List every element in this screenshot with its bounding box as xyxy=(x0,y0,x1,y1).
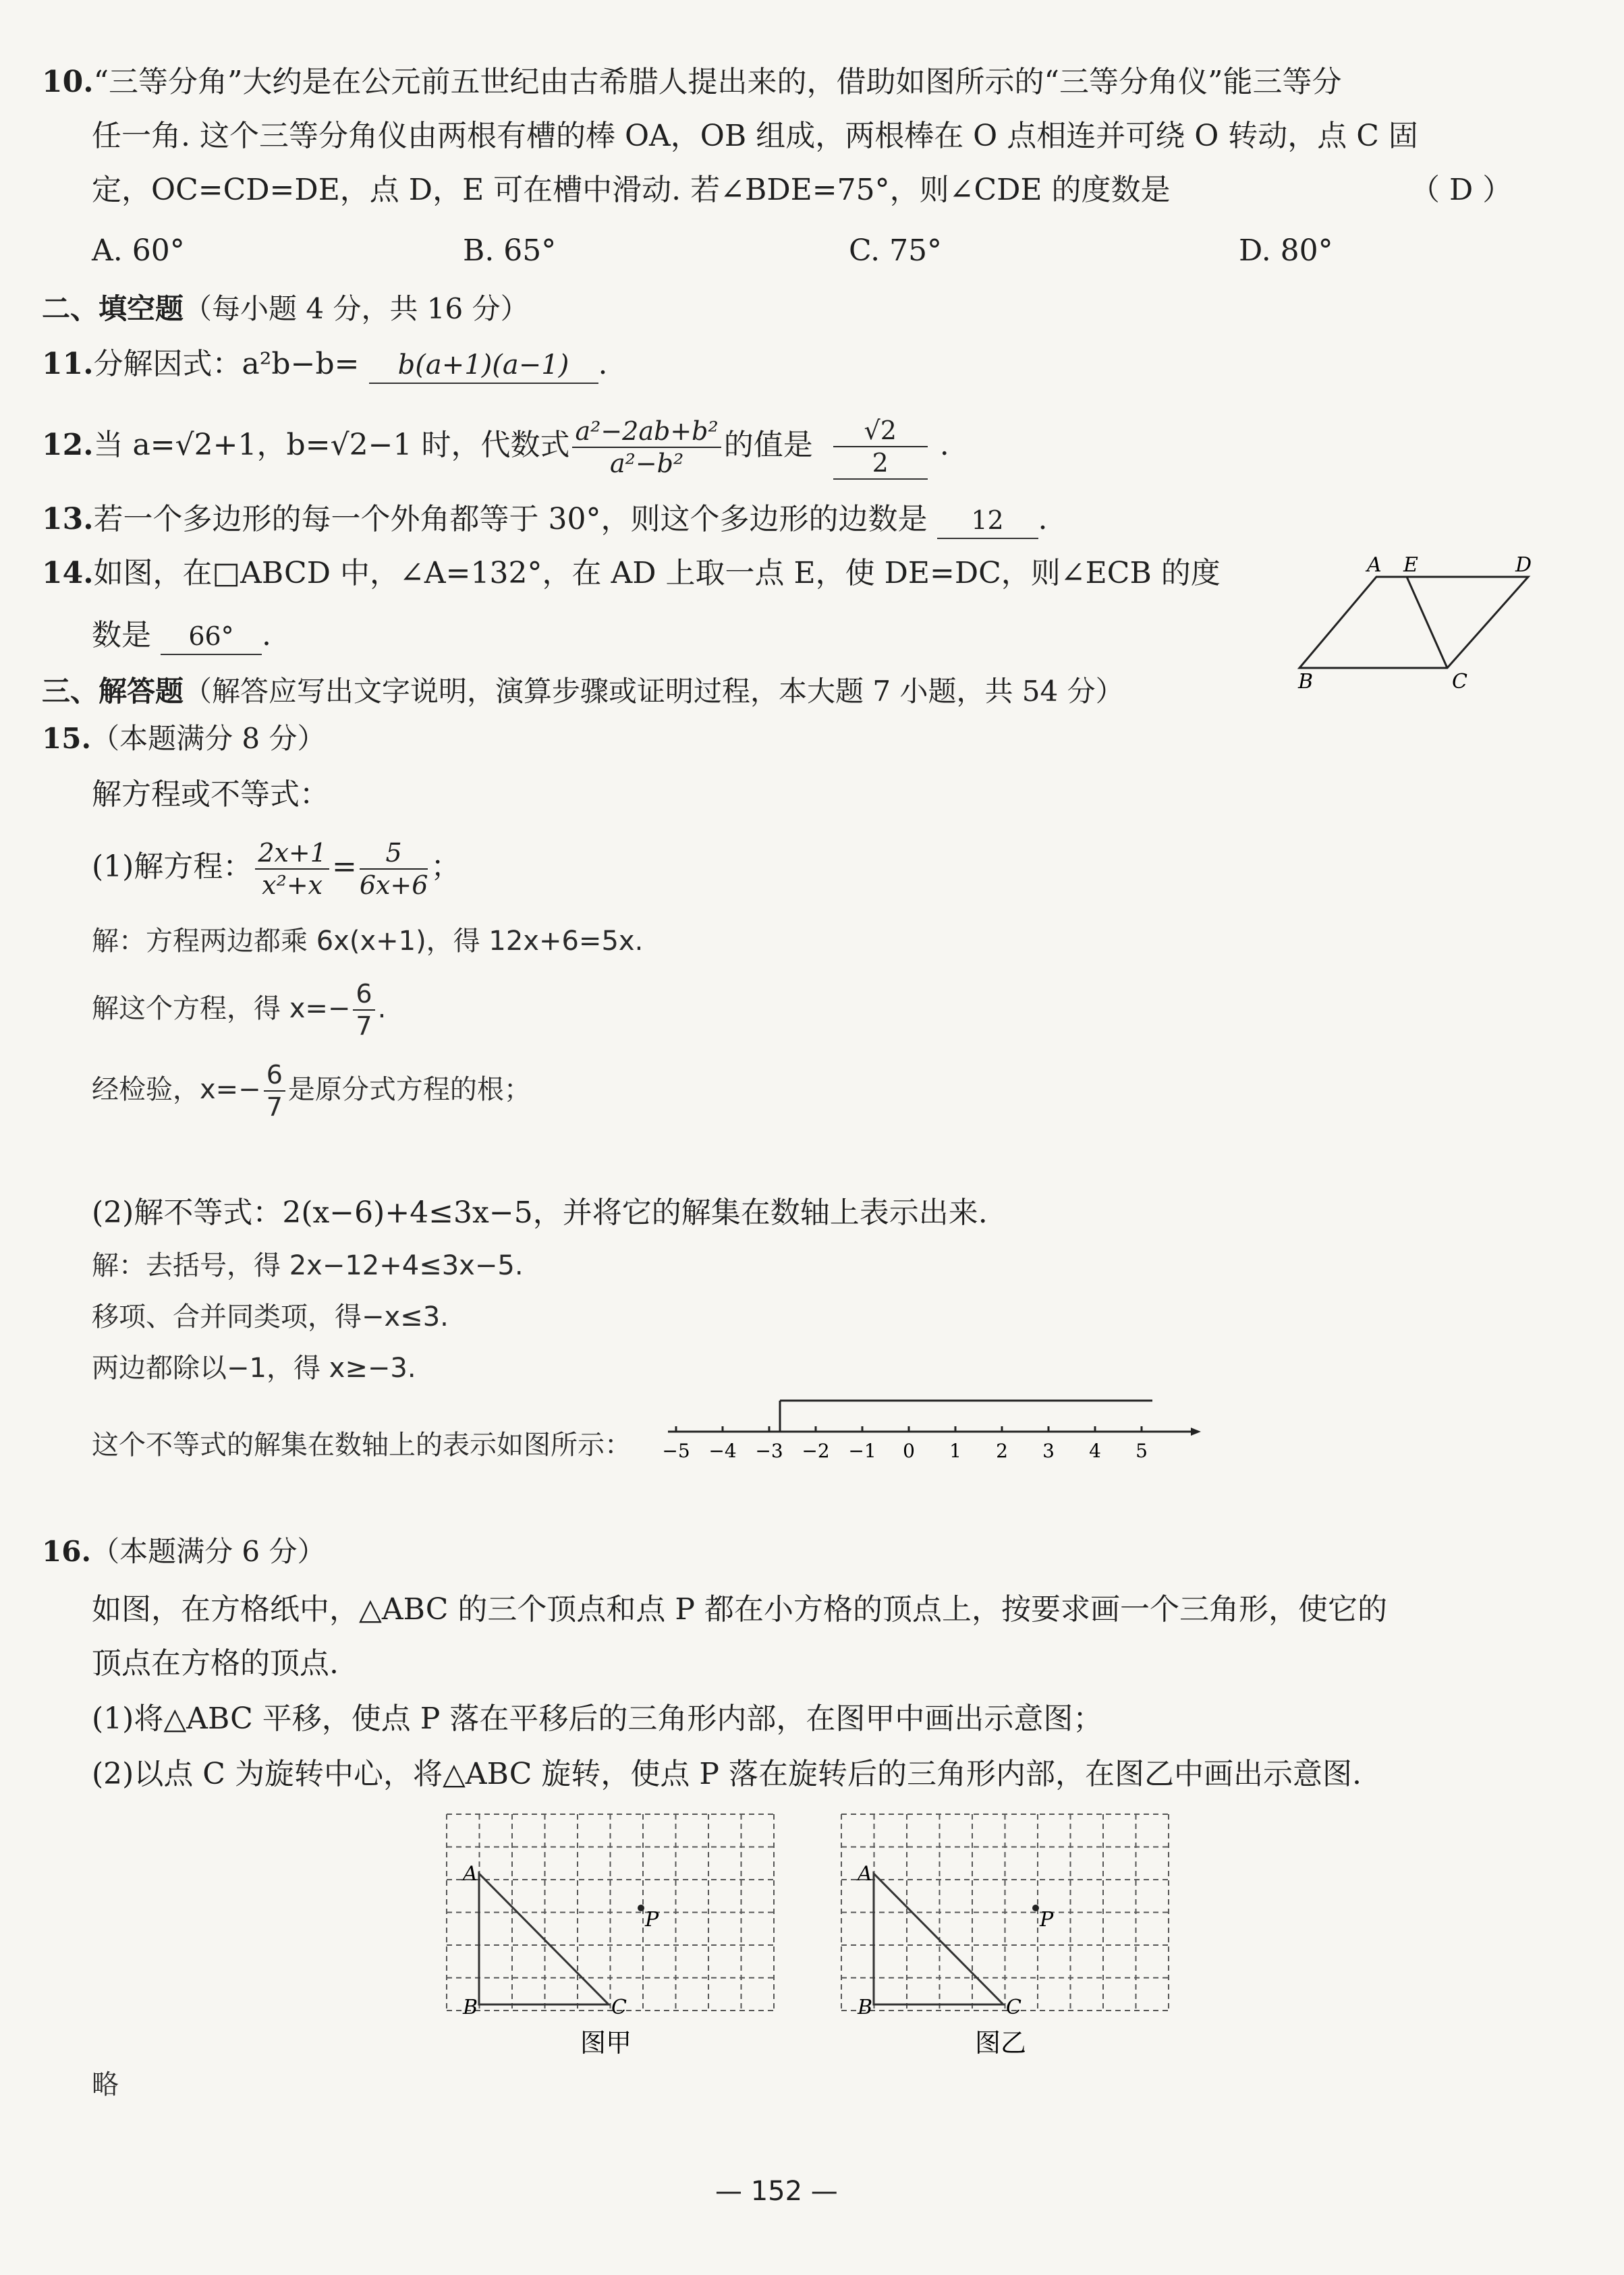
q10-line3: 定，OC=CD=DE，点 D，E 可在槽中滑动. 若∠BDE=75°，则∠CDE 的度数是 xyxy=(92,173,1171,207)
section2-heading xyxy=(42,289,529,329)
q15-solution1-line3 xyxy=(92,1052,531,1127)
q16-header xyxy=(42,1532,326,1572)
grid-paper-jia xyxy=(447,1814,774,2011)
axis-arrow xyxy=(1191,1428,1201,1436)
q10-option-a: A. 60° xyxy=(92,233,185,268)
label-b-yi: B xyxy=(858,1996,873,2019)
q16-answer: 略 xyxy=(92,2069,119,2100)
section3-heading xyxy=(42,671,1124,712)
q11-end: . xyxy=(598,347,608,381)
q15-intro: 解方程或不等式： xyxy=(92,777,329,812)
q15-sol1-3-text: 经检验，x=− xyxy=(92,1074,261,1105)
q12-frac-denominator: a²−b² xyxy=(609,448,684,478)
label-d: D xyxy=(1515,553,1532,577)
q15-p1-end: ； xyxy=(430,849,461,884)
q15-header xyxy=(42,719,326,759)
triangle-abc-yi xyxy=(874,1874,1003,2004)
q15-sol1-3-numerator: 6 xyxy=(264,1059,285,1092)
q12-text-b: 的值是 xyxy=(723,428,813,462)
label-c: C xyxy=(1452,670,1467,694)
caption-yi: 图乙 xyxy=(975,2028,1027,2058)
q15-p1-right-fraction xyxy=(360,837,428,901)
grid-paper-yi xyxy=(841,1814,1169,2011)
point-p-jia xyxy=(638,1905,644,1911)
q16-part2: (2)以点 C 为旋转中心，将△ABC 旋转，使点 P 落在旋转后的三角形内部，在图乙中画出示意图. xyxy=(92,1757,1362,1791)
q11-text: 分解因式：a²b−b= xyxy=(93,347,360,381)
q11 xyxy=(42,344,608,385)
axis-tick-label: −1 xyxy=(848,1440,876,1462)
q14-end: . xyxy=(262,618,271,652)
q13-number: 13. xyxy=(42,502,94,536)
q15-p1-left-fraction xyxy=(255,837,329,901)
q14-parallelogram-figure xyxy=(1295,550,1538,695)
q15-sol1-2-fraction xyxy=(353,978,374,1042)
section3-title: 三、解答题 xyxy=(42,675,184,708)
q15-number-line xyxy=(661,1390,1201,1471)
q15-number: 15. xyxy=(42,722,92,755)
point-p-yi xyxy=(1032,1905,1039,1911)
section2-title: 二、填空题 xyxy=(42,292,184,325)
q14-number: 14. xyxy=(42,556,94,590)
label-e: E xyxy=(1403,553,1418,577)
q10-text1: “三等分角”大约是在公元前五世纪由古希腊人提出来的，借助如图所示的“三等分角仪”能三等分 xyxy=(93,65,1342,99)
axis-tick-label: 0 xyxy=(903,1440,915,1462)
axis-tick-label: 3 xyxy=(1042,1440,1055,1462)
q15-solution2-line2: 移项、合并同类项，得−x≤3. xyxy=(92,1301,449,1332)
q16-part1: (1)将△ABC 平移，使点 P 落在平移后的三角形内部，在图甲中画出示意图； xyxy=(92,1702,1103,1736)
q15-score: （本题满分 8 分） xyxy=(91,722,326,755)
axis-tick-label: −5 xyxy=(662,1440,690,1462)
q15-solution1-line2 xyxy=(92,972,386,1046)
q15-sol1-3-text-b: 是原分式方程的根； xyxy=(287,1074,531,1105)
axis-tick-label: 5 xyxy=(1136,1440,1148,1462)
axis-tick-label: 4 xyxy=(1089,1440,1101,1462)
axis-tick-label: −2 xyxy=(802,1440,830,1462)
axis-tick-label: 2 xyxy=(996,1440,1008,1462)
q10-number: 10. xyxy=(42,65,94,99)
q12-number: 12. xyxy=(42,428,94,462)
q11-number: 11. xyxy=(42,347,94,381)
q14-text2: 数是 xyxy=(92,618,151,652)
q15-sol1-2-denominator: 7 xyxy=(356,1011,372,1041)
q15-p1-left-numerator: 2x+1 xyxy=(255,837,329,870)
q15-solution2-line1: 解：去括号，得 2x−12+4≤3x−5. xyxy=(92,1250,524,1281)
label-a-jia: A xyxy=(463,1862,478,1886)
segment-ec xyxy=(1407,577,1447,668)
page-number: — 152 — xyxy=(715,2176,838,2207)
q15-sol1-2-end: . xyxy=(377,993,387,1024)
section2-note: （每小题 4 分，共 16 分） xyxy=(184,292,529,325)
label-b-jia: B xyxy=(463,1996,478,2019)
q16-number: 16. xyxy=(42,1535,92,1568)
q16-line2: 顶点在方格的顶点. xyxy=(92,1646,339,1681)
q12-answer-numerator: √2 xyxy=(833,415,928,447)
label-p-yi: P xyxy=(1040,1908,1054,1932)
q16-score: （本题满分 6 分） xyxy=(91,1535,326,1568)
q15-sol1-3-denominator: 7 xyxy=(266,1092,283,1122)
q10-option-b: B. 65° xyxy=(463,233,557,268)
q14-answer: 66° xyxy=(161,619,262,655)
q14-line2 xyxy=(92,615,271,656)
label-a-yi: A xyxy=(858,1862,872,1886)
label-a: A xyxy=(1367,553,1382,577)
q12-expression-fraction xyxy=(572,416,721,479)
q12-end: . xyxy=(939,428,949,462)
q15-p1-equals: = xyxy=(331,849,357,884)
q15-part2: (2)解不等式：2(x−6)+4≤3x−5，并将它的解集在数轴上表示出来. xyxy=(92,1196,988,1230)
q13 xyxy=(42,499,1048,540)
q15-solution2-line3: 两边都除以−1，得 x≥−3. xyxy=(92,1353,416,1384)
q13-end: . xyxy=(1038,502,1048,536)
q15-sol1-3-fraction xyxy=(264,1059,285,1123)
q12-answer-denominator: 2 xyxy=(872,447,889,478)
q10-line2: 任一角. 这个三等分角仪由两根有槽的棒 OA，OB 组成，两根棒在 O 点相连并可绕 O 转动，点 C 固 xyxy=(92,119,1418,153)
q10-answer: （ D ） xyxy=(1410,173,1513,207)
q16-figure-yi xyxy=(840,1811,1177,2061)
triangle-abc-jia xyxy=(479,1874,609,2004)
q15-sol1-2-text: 解这个方程，得 x=− xyxy=(92,993,351,1024)
q15-p1-right-numerator: 5 xyxy=(360,837,428,870)
q15-sol1-2-numerator: 6 xyxy=(353,978,374,1011)
q12-text-a: 当 a=√2+1，b=√2−1 时，代数式 xyxy=(93,428,570,462)
label-c-yi: C xyxy=(1006,1996,1021,2019)
q14-text: 如图，在□ABCD 中，∠A=132°，在 AD 上取一点 E，使 DE=DC，则∠ECB 的度 xyxy=(93,556,1221,590)
q13-text: 若一个多边形的每一个外角都等于 30°，则这个多边形的边数是 xyxy=(93,502,928,536)
section3-note: （解答应写出文字说明，演算步骤或证明过程，本大题 7 小题，共 54 分） xyxy=(184,675,1124,708)
q15-part1 xyxy=(92,830,460,904)
q12-answer xyxy=(833,415,928,480)
q10-line1 xyxy=(42,62,1342,103)
q15-p1-right-denominator: 6x+6 xyxy=(359,870,428,900)
q14-line1 xyxy=(42,553,1221,594)
q15-solution1-line1: 解：方程两边都乘 6x(x+1)，得 12x+6=5x. xyxy=(92,926,644,957)
q12-frac-numerator: a²−2ab+b² xyxy=(572,416,721,448)
caption-jia: 图甲 xyxy=(580,2028,632,2058)
q12 xyxy=(42,405,949,486)
q10-option-d: D. 80° xyxy=(1239,233,1333,268)
axis-tick-label: 1 xyxy=(949,1440,961,1462)
q11-answer: b(a+1)(a−1) xyxy=(369,347,598,384)
q10-option-c: C. 75° xyxy=(849,233,943,268)
q16-figure-jia xyxy=(445,1811,783,2061)
q15-p1-left-denominator: x²+x xyxy=(262,870,323,900)
axis-tick-label: −4 xyxy=(708,1440,737,1462)
q16-line1: 如图，在方格纸中，△ABC 的三个顶点和点 P 都在小方格的顶点上，按要求画一个三角形，使它的 xyxy=(92,1592,1387,1627)
label-c-jia: C xyxy=(611,1996,627,2019)
q15-p1-label: (1)解方程： xyxy=(92,849,253,884)
axis-tick-label: −3 xyxy=(755,1440,783,1462)
label-b: B xyxy=(1298,670,1314,694)
q13-answer: 12 xyxy=(937,503,1038,539)
q15-solution2-line4: 这个不等式的解集在数轴上的表示如图所示： xyxy=(92,1430,632,1461)
label-p-jia: P xyxy=(645,1908,659,1932)
